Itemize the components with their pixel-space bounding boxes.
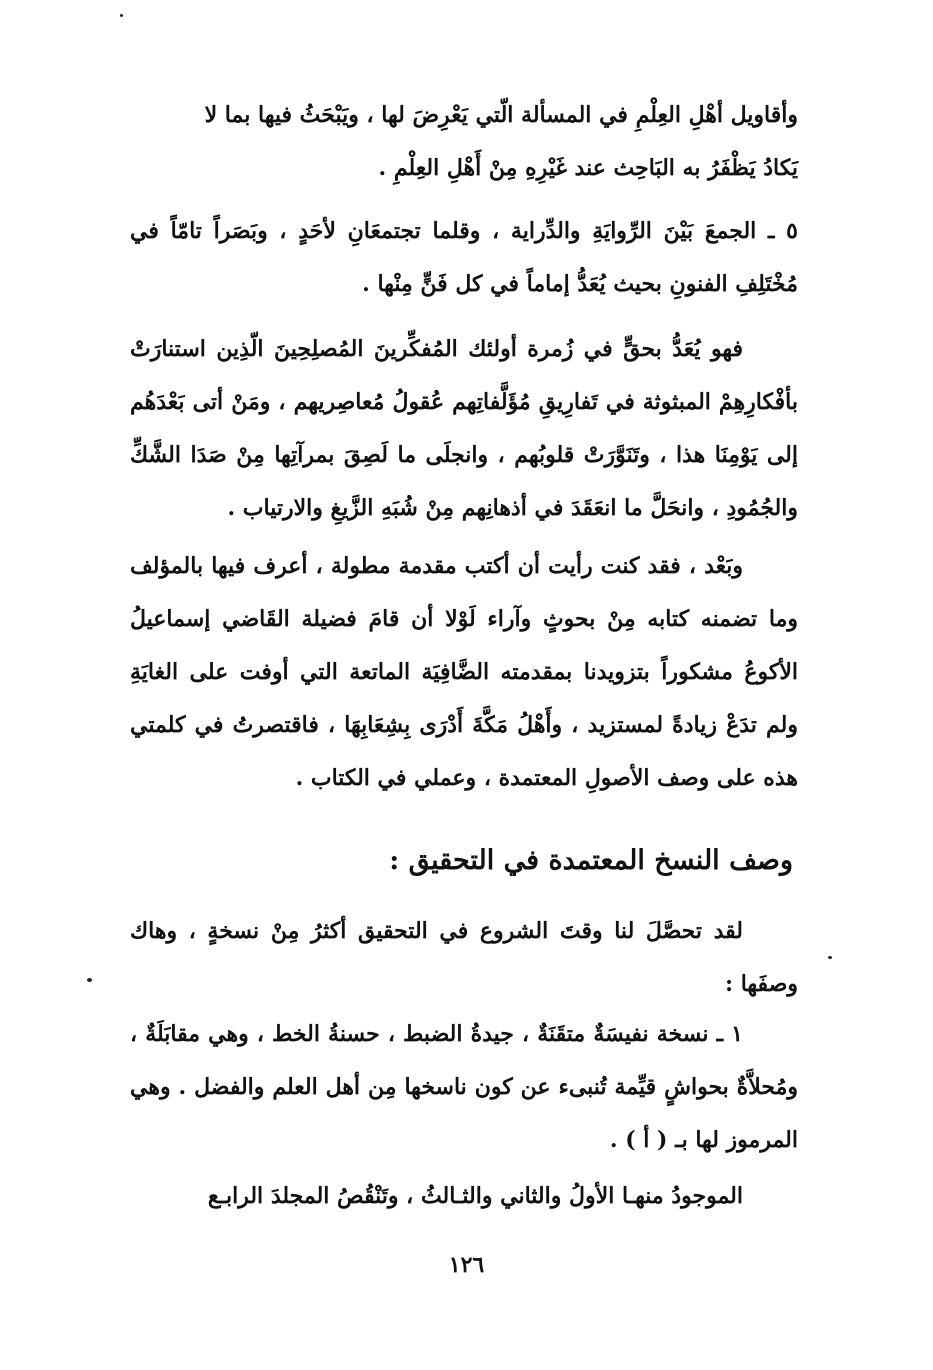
section-heading: وصف النسخ المعتمدة في التحقيق : <box>389 845 793 876</box>
paragraph-intellectuals-text: فهو يُعَدُّ بحقٍّ في زُمرة أولئك المُفكِّرينَ المُصلِحِينَ الّذِين استنارَتْ بأفْكارِهِمْ المبثوثة في تَفارِيقِ مُؤَلَّفاتِهم عُقولُ مُعاصِريهم ، ومَنْ أتى بَعْدَهُم إلى يَوْمِنَا هذا ، وتَنَوَّرَتْ قلوبُهم ، وانجلَى ما لَصِقَ بمرآتِها مِنْ صَدَا الشَّكِّ والجُمُودِ ، وانحَلَّ ما انعَقَدَ في أذهانِهم مِنْ شُبَهِ الزَّيغِ والارتياب . <box>130 336 798 521</box>
list-item-1 <box>130 1008 798 1167</box>
scan-speck <box>120 14 123 17</box>
continuation-line-2: يَكادُ يَظْفَرُ به البَاحِث عند غَيْرِهِ مِنْ أَهْلِ العِلْمِ . <box>378 155 798 181</box>
scan-speck <box>87 978 92 982</box>
continuation-paragraph <box>130 89 798 195</box>
paragraph-preface-text: وبَعْد ، فقد كنت رأيت أن أكتب مقدمة مطولة ، أعرف فيها بالمؤلف وما تضمنه كتابه مِنْ بحوثٍ وآراء لَوْلا أن قامَ فضيلة القَاضي إسماعيلُ الأكوعُ مشكوراً بتزويدنا بمقدمته الضَّافِيَة الماتعة التي أوفت على الغايَةِ ولم تدَعْ زيادةً لمستزيد ، وأَهْلُ مَكَّةَ أَدْرَى بِشِعَابِهَا ، فاقتصرتُ في كلمتي هذه على وصف الأصولِ المعتمدة ، وعملي في الكتاب . <box>130 553 798 791</box>
paragraph-preface <box>130 540 798 805</box>
paragraph-intellectuals <box>130 323 798 535</box>
list-item-5-text: ٥ ـ الجمعَ بَيْنَ الرِّوايَةِ والدِّراية ، وقلما تجتمعَانِ لأحَدٍ ، وبَصَراً تامّاً في مُخْتَلِفِ الفنونِ بحيث يُعَدُّ إماماً في كل فَنٍّ مِنْها . <box>130 218 798 297</box>
list-item-1-text: ١ ـ نسخة نفيسَةٌ متقَنَةٌ ، جيدةُ الضبط ، حسنةُ الخط ، وهي مقابَلَةٌ ، ومُحلاَّةٌ بحواشٍ قيِّمة تُنبىء عن كون ناسخها مِن أهل العلم والفضل . وهي المرموز لها بـ ( أ ) . <box>130 1021 798 1153</box>
list-item-5 <box>130 205 798 311</box>
paragraph-copies <box>130 905 798 1011</box>
scan-speck <box>828 956 832 959</box>
paragraph-last <box>130 1170 798 1223</box>
page-number: ١٢٦ <box>448 1252 485 1278</box>
paragraph-last-text: الموجودُ منهـا الأولُ والثاني والثـالثُ ، وتَنْقُصُ المجلدَ الرابـع <box>207 1183 743 1209</box>
continuation-line-1: وأقاويل أهْلِ العِلْمِ في المسألة الّتي يَعْرِضَ لها ، ويَبْحَثُ فيها بما لا <box>204 102 798 128</box>
paragraph-copies-text: لقد تحصَّلَ لنا وقتَ الشروع في التحقيق أكثرُ مِنْ نسخةٍ ، وهاك وصفَها : <box>130 918 798 997</box>
